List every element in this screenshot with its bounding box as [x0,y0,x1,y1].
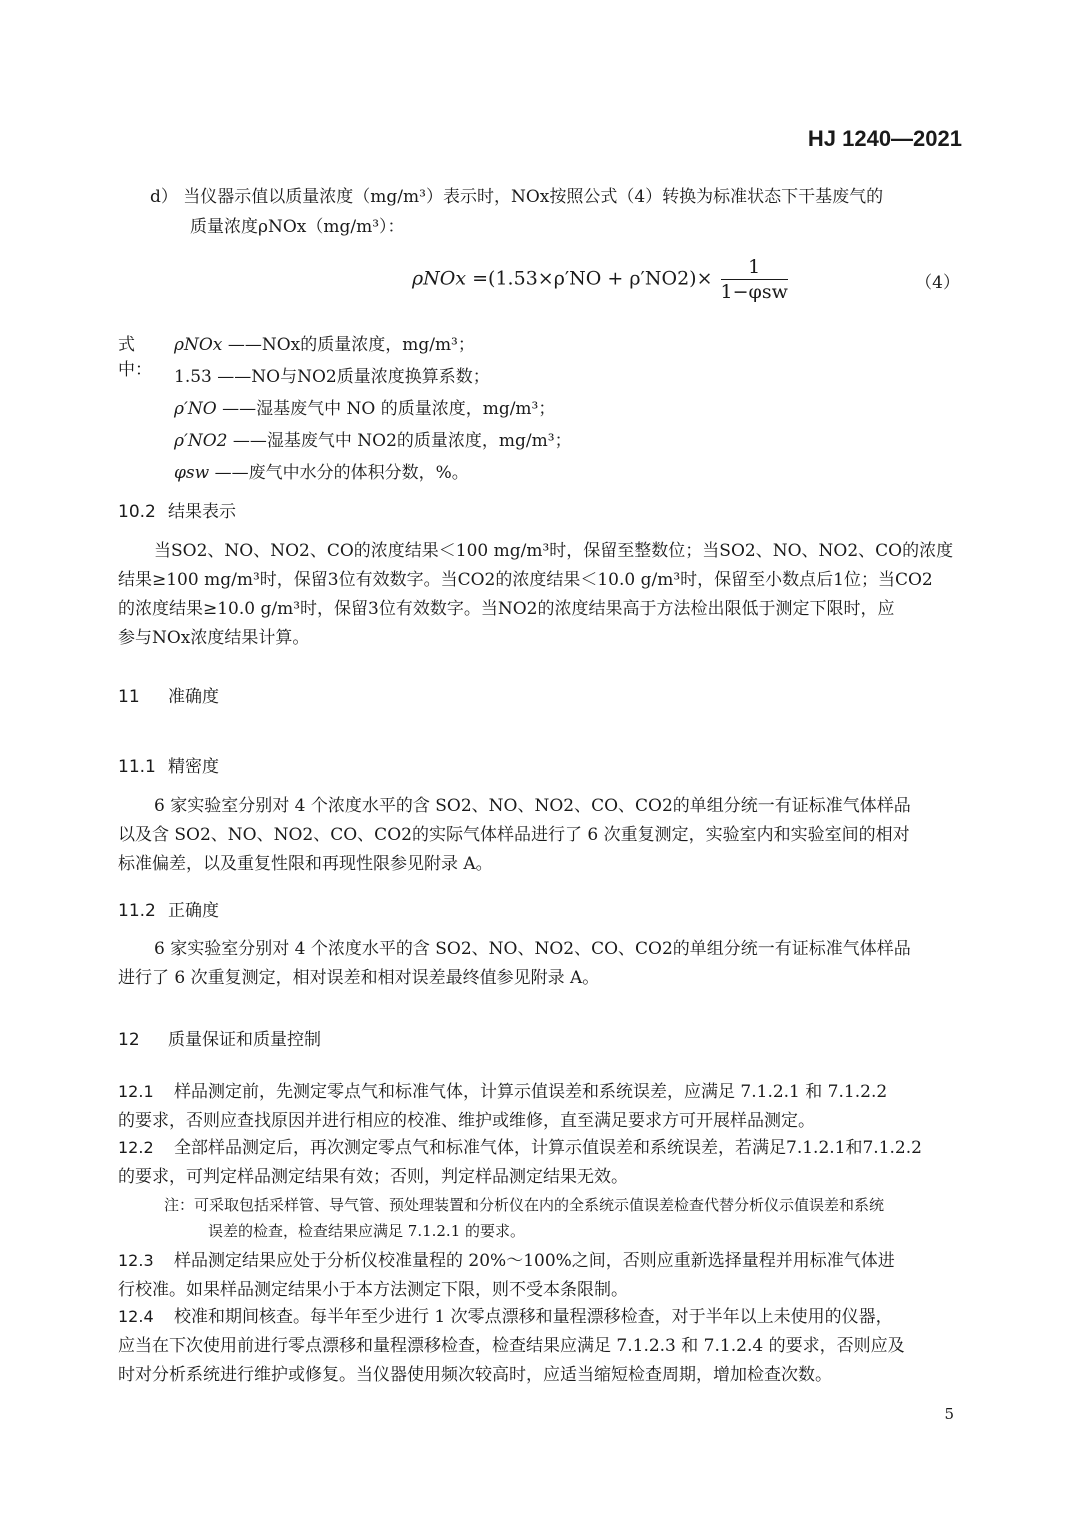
section-title: 正确度 [168,901,219,921]
document-code: HJ 1240—2021 [807,126,962,151]
variables-intro: 式中： [118,335,152,380]
paragraph-line: 样品测定结果应处于分析仪校准量程的 20%～100%之间，否则应重新选择量程并用标准气体进 [174,1251,895,1271]
formula-denominator: 1−φsw [720,281,788,303]
variable-desc: ——湿基废气中 NO 的质量浓度，mg/m³； [222,399,556,419]
section-12-3-body [118,1246,964,1305]
variable-symbol: φsw [174,463,210,483]
item-d-line-2: 质量浓度ρNOx（mg/m³）： [190,217,405,237]
section-title: 准确度 [168,687,219,707]
variable-symbol: ρ′NO2 [174,431,228,451]
paragraph-line: 的浓度结果≥10.0 g/m³时，保留3位有效数字。当NO2的浓度结果高于方法检出限低于测定下限时，应 [118,599,895,619]
section-number: 11 [118,687,140,707]
section-12-2-body [118,1133,964,1192]
paragraph-line: 样品测定前，先测定零点气和标准气体，计算示值误差和系统误差，应满足 7.1.2.1 和 7.1.2.2 [174,1082,888,1102]
paragraph-line: 以及含 SO2、NO、NO2、CO、CO2的实际气体样品进行了 6 次重复测定，实验室内和实验室间的相对 [118,825,910,845]
formula-numerator: 1 [721,255,788,280]
section-12-heading [118,1025,321,1050]
clause-number: 12.2 [118,1138,154,1157]
item-d-line-1: d） 当仪器示值以质量浓度（mg/m³）表示时，NOx按照公式（4）转换为标准状态下干基废气的 [150,187,884,207]
section-11-1-body [118,792,964,879]
section-title: 结果表示 [168,502,236,522]
section-number: 11.1 [118,757,156,777]
variable-desc: ——NOx的质量浓度，mg/m³； [227,335,475,355]
section-11-2-body [118,935,964,993]
section-10-2-heading [118,497,236,522]
paragraph-line: 的要求，否则应查找原因并进行相应的校准、维护或维修，直至满足要求方可开展样品测定。 [118,1111,815,1131]
paragraph-line: 结果≥100 mg/m³时，保留3位有效数字。当CO2的浓度结果＜10.0 g/m³时，保留至小数点后1位；当CO2 [118,570,933,590]
paragraph-line: 行校准。如果样品测定结果小于本方法测定下限，则不受本条限制。 [118,1280,628,1300]
paragraph-line: 6 家实验室分别对 4 个浓度水平的含 SO2、NO、NO2、CO、CO2的单组分统一有证标准气体样品 [154,796,911,816]
section-12-1-body [118,1077,964,1136]
clause-number: 12.1 [118,1082,154,1101]
variable-symbol: ρ′NO [174,399,217,419]
variable-symbol: ρNOx [174,335,223,355]
page-number: 5 [944,1405,954,1423]
section-number: 10.2 [118,502,156,522]
section-12-4-body [118,1302,964,1390]
paragraph-line: 参与NOx浓度结果计算。 [118,628,310,648]
variable-row [174,458,469,483]
clause-number: 12.4 [118,1307,154,1326]
section-10-2-body [118,537,964,653]
paragraph-line: 标准偏差，以及重复性限和再现性限参见附录 A。 [118,854,493,874]
variable-row [174,362,490,387]
formula-lhs: ρNOx [412,267,467,290]
formula-4 [412,255,788,305]
paragraph-line: 当SO2、NO、NO2、CO的浓度结果＜100 mg/m³时，保留至整数位；当SO2、NO、NO2、CO的浓度 [154,541,954,561]
section-11-2-heading [118,896,219,921]
section-title: 质量保证和质量控制 [168,1030,321,1050]
note-line: 注：可采取包括采样管、导气管、预处理装置和分析仪在内的全系统示值误差检查代替分析仪示值误差和系统 [164,1196,885,1214]
paragraph-line: 的要求，可判定样品测定结果有效；否则，判定样品测定结果无效。 [118,1167,628,1187]
variable-desc: ——湿基废气中 NO2的质量浓度，mg/m³； [232,431,572,451]
section-11-1-heading [118,752,219,777]
variable-row [174,330,475,355]
formula-rhs: =(1.53×ρ′NO + ρ′NO2)× [472,267,713,290]
variable-row [174,426,572,451]
paragraph-line: 进行了 6 次重复测定，相对误差和相对误差最终值参见附录 A。 [118,968,600,988]
formula-fraction [721,255,788,304]
section-number: 12 [118,1030,140,1050]
formula-number: （4） [915,273,960,293]
section-11-heading [118,682,219,707]
paragraph-line: 全部样品测定后，再次测定零点气和标准气体，计算示值误差和系统误差，若满足7.1.2.1和7.1.2.2 [174,1138,922,1158]
section-title: 精密度 [168,757,219,777]
paragraph-line: 时对分析系统进行维护或修复。当仪器使用频次较高时，应适当缩短检查周期，增加检查次数。 [118,1365,832,1385]
note-block [164,1192,964,1244]
variable-desc: ——NO与NO2质量浓度换算系数； [217,367,490,387]
paragraph-line: 校准和期间核查。每半年至少进行 1 次零点漂移和量程漂移检查，对于半年以上未使用的仪器， [174,1307,893,1327]
paragraph-line: 6 家实验室分别对 4 个浓度水平的含 SO2、NO、NO2、CO、CO2的单组分统一有证标准气体样品 [154,939,911,959]
paragraph-line: 应当在下次使用前进行零点漂移和量程漂移检查，检查结果应满足 7.1.2.3 和 7.1.2.4 的要求，否则应及 [118,1336,905,1356]
clause-number: 12.3 [118,1251,154,1270]
variable-symbol: 1.53 [174,367,212,387]
note-line: 误差的检查，检查结果应满足 7.1.2.1 的要求。 [208,1222,526,1240]
variable-row [174,394,555,419]
section-number: 11.2 [118,901,156,921]
variable-desc: ——废气中水分的体积分数，%。 [214,463,469,483]
